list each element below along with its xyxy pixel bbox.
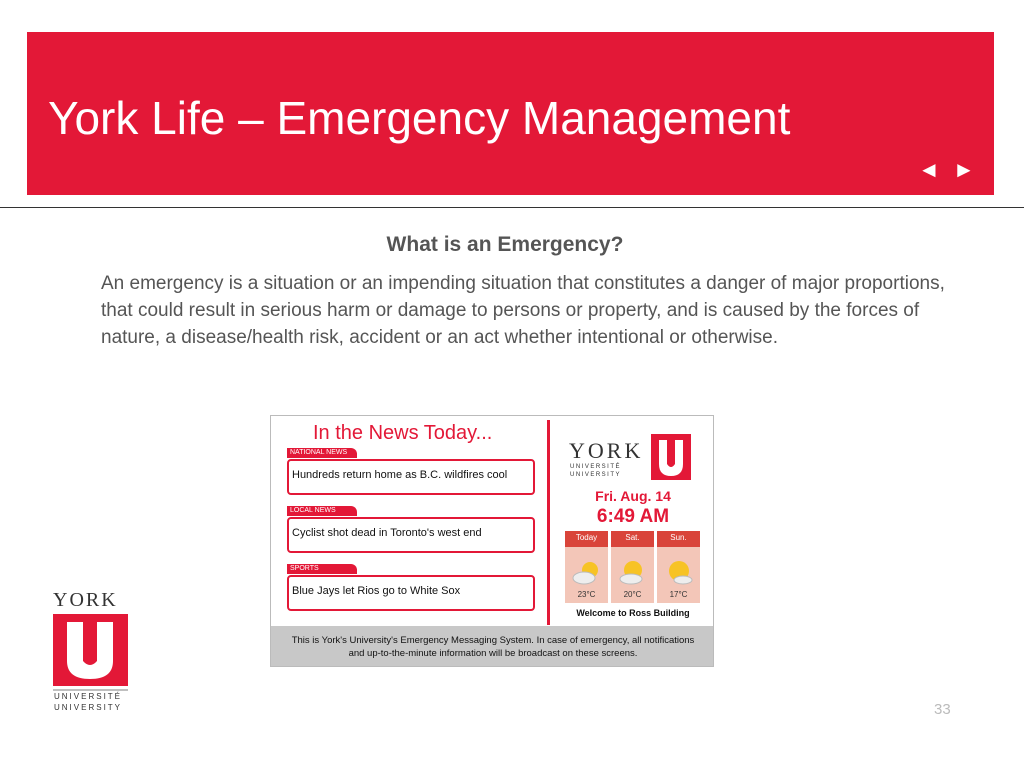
logo-small-york: YORK [569,438,644,463]
weather-sat [611,531,654,603]
partly-cloudy-icon [571,559,603,587]
weather-temp: 17°C [669,590,688,599]
current-time: 6:49 AM [596,506,670,527]
news-category: SPORTS [287,564,357,574]
logo-small-universite: UNIVERSITÉ [570,464,622,470]
weather-temp: 23°C [577,590,596,599]
weather-sun [657,531,700,603]
weather-temp: 20°C [623,590,642,599]
current-date: Fri. Aug. 14 [595,488,671,504]
weather-day: Sat. [625,533,640,542]
slide-title: York Life – Emergency Management [48,92,791,144]
news-category: LOCAL NEWS [287,506,357,516]
york-logo-small [569,434,694,484]
logo-university: UNIVERSITY [54,703,123,712]
definition-paragraph: An emergency is a situation or an impending situation that constitutes a danger of major proportions, that could result in serious harm or damage to persons or property, and is caused by the forces of nature, a disease/health risk, accident or an act whether intentional or otherwise. [101,273,945,348]
weather-today [565,531,608,603]
news-headline: Blue Jays let Rios go to White Sox [287,575,535,611]
page-number: 33 [934,701,951,718]
logo-york: YORK [53,589,118,611]
sunny-icon [663,559,695,587]
news-headline: Cyclist shot dead in Toronto's west end [287,517,535,553]
logo-universite: UNIVERSITÉ [54,692,123,701]
news-headline: Hundreds return home as B.C. wildfires cool [287,459,535,495]
emergency-notice: This is York's University's Emergency Messaging System. In case of emergency, all notifications and up-to-the-minute information will be broadcast on these screens. [271,626,714,667]
panel-separator [547,420,550,625]
welcome-message: Welcome to Ross Building [576,608,690,618]
york-university-logo [52,589,130,713]
weather-day: Today [575,533,598,542]
previous-slide-button[interactable]: ◄ [918,157,940,182]
section-heading: What is an Emergency? [386,233,624,256]
logo-small-university: UNIVERSITY [570,472,622,478]
news-title: In the News Today... [313,422,493,444]
header-divider [0,207,1024,208]
news-panel [271,416,548,626]
weather-day: Sun. [670,533,687,542]
emergency-screen-image [270,415,714,667]
next-slide-button[interactable]: ► [953,157,975,182]
news-category: NATIONAL NEWS [287,448,357,458]
partly-cloudy-icon [617,559,649,587]
